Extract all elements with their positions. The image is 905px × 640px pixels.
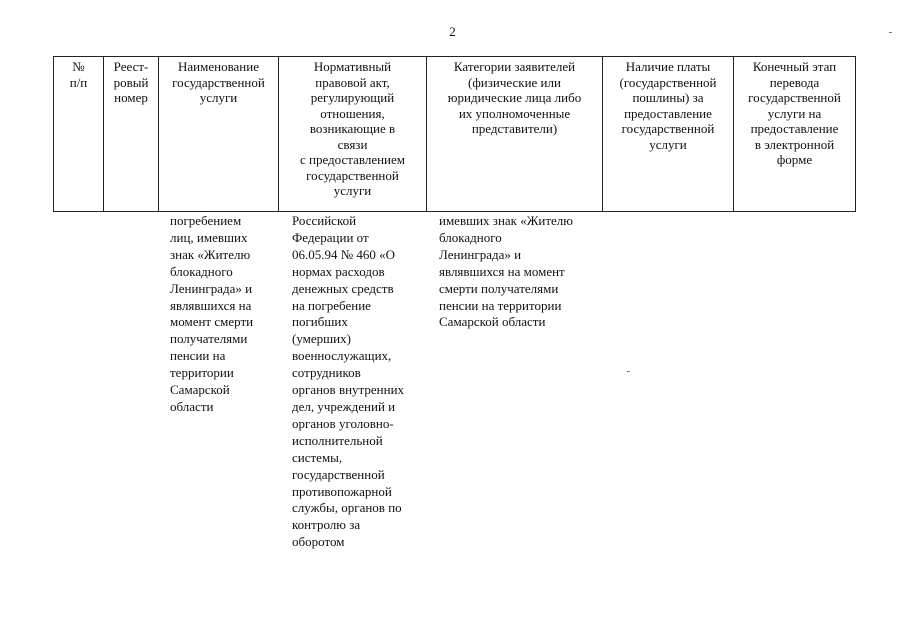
header-number-text: № п/п: [69, 59, 88, 90]
header-fee-text: Наличие платы (государственной пошлины) за предоставление государственной услуги: [619, 59, 717, 152]
header-final-stage-text: Конечный этап перевода государственной услуги на предоставление в электронной форме: [748, 59, 841, 167]
header-fee: [603, 57, 734, 212]
scan-speck: [627, 371, 630, 372]
applicants-continuation: имевших знак «Жителю блокадного Ленинграда» и являвшихся на момент смерти получателями пенсии на территории Самарской области: [439, 213, 573, 330]
legal-act-continuation: Российской Федерации от 06.05.94 № 460 «О нормах расходов денежных средств на погребение погибших (умерших) военнослужащих, сотрудников органов внутренних дел, учреждений и органов уголовно- исполнительной системы, государственной противопожарной службы, органов по контролю за оборотом: [292, 213, 405, 550]
header-applicant-categories: [427, 57, 603, 212]
header-service-name: [159, 57, 279, 212]
header-number: [54, 57, 104, 212]
header-final-stage: [734, 57, 856, 212]
service-name-continuation: погребением лиц, имевших знак «Жителю блокадного Ленинграда» и являвшихся на момент смерти получателями пенсии на территории Самарской области: [170, 213, 254, 414]
services-table-header: [53, 56, 856, 212]
header-registry-number: [104, 57, 159, 212]
header-legal-act-text: Нормативный правовой акт, регулирующий отношения, возникающие в связи с предоставлением государственной услуги: [299, 59, 406, 198]
header-row: [54, 57, 856, 212]
header-legal-act: [279, 57, 427, 212]
header-registry-number-text: Реест- ровый номер: [113, 59, 149, 105]
header-service-name-text: Наименование государственной услуги: [172, 59, 265, 105]
header-applicant-categories-text: Категории заявителей (физические или юридические лица либо их уполномоченные представители): [447, 59, 582, 136]
page-number: 2: [449, 24, 456, 39]
scan-speck: [889, 32, 892, 33]
